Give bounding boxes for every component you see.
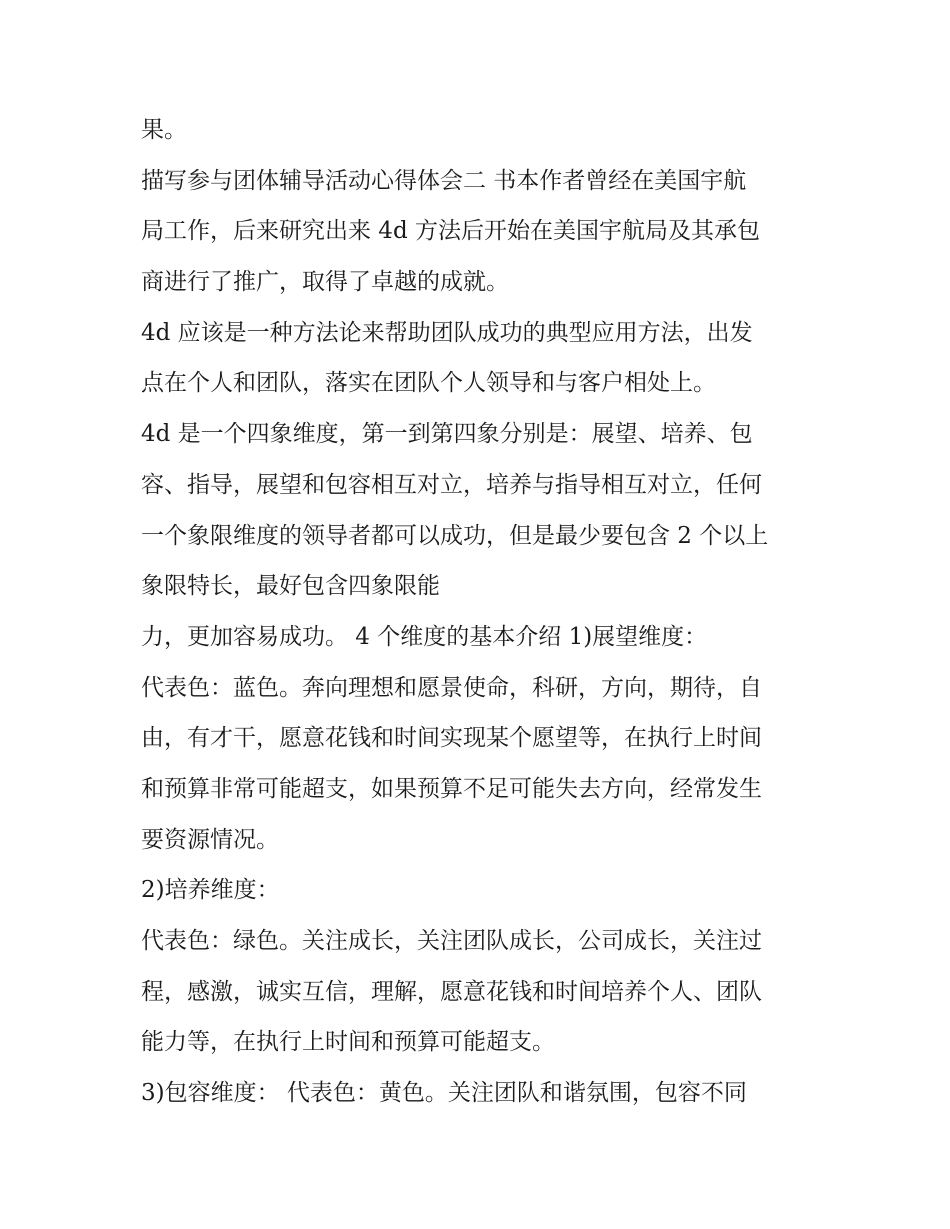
- text-line: 商进行了推广，取得了卓越的成就。: [141, 269, 509, 296]
- document-body: [141, 105, 821, 1119]
- text-line: 由，有才干，愿意花钱和时间实现某个愿望等，在执行上时间: [141, 725, 762, 752]
- text-line: 和预算非常可能超支，如果预算不足可能失去方向，经常发生: [141, 775, 762, 802]
- text-line: 一个象限维度的领导者都可以成功，但是最少要包含 2 个以上: [141, 522, 769, 549]
- text-line: 4d 是一个四象维度，第一到第四象分别是：展望、培养、包: [141, 421, 753, 448]
- text-line: 代表色：绿色。关注成长，关注团队成长，公司成长，关注过: [141, 928, 762, 954]
- text-line: 3)包容维度： 代表色：黄色。关注团队和谐氛围，包容不同: [141, 1080, 747, 1107]
- text-line: 力，更加容易成功。 4 个维度的基本介绍 1)展望维度：: [141, 623, 708, 650]
- text-line: 能力等，在执行上时间和预算可能超支。: [141, 1029, 555, 1056]
- text-line: 程，感激，诚实互信，理解，愿意花钱和时间培养个人、团队: [141, 978, 762, 1005]
- text-line: 2)培养维度：: [141, 877, 280, 904]
- text-line: 点在个人和团队，落实在团队个人领导和与客户相处上。: [141, 370, 716, 397]
- text-line: 4d 应该是一种方法论来帮助团队成功的典型应用方法，出发: [141, 319, 753, 346]
- text-line: 描写参与团体辅导活动心得体会二 书本作者曾经在美国宇航: [141, 167, 747, 194]
- text-line: 象限特长，最好包含四象限能: [141, 573, 440, 600]
- text-line: 果。: [141, 117, 187, 143]
- text-line: 局工作，后来研究出来 4d 方法后开始在美国宇航局及其承包: [141, 218, 760, 245]
- text-line: 要资源情况。: [141, 826, 279, 853]
- text-line: 容、指导，展望和包容相互对立，培养与指导相互对立，任何: [141, 471, 762, 498]
- text-line: 代表色：蓝色。奔向理想和愿景使命，科研，方向，期待，自: [141, 674, 762, 701]
